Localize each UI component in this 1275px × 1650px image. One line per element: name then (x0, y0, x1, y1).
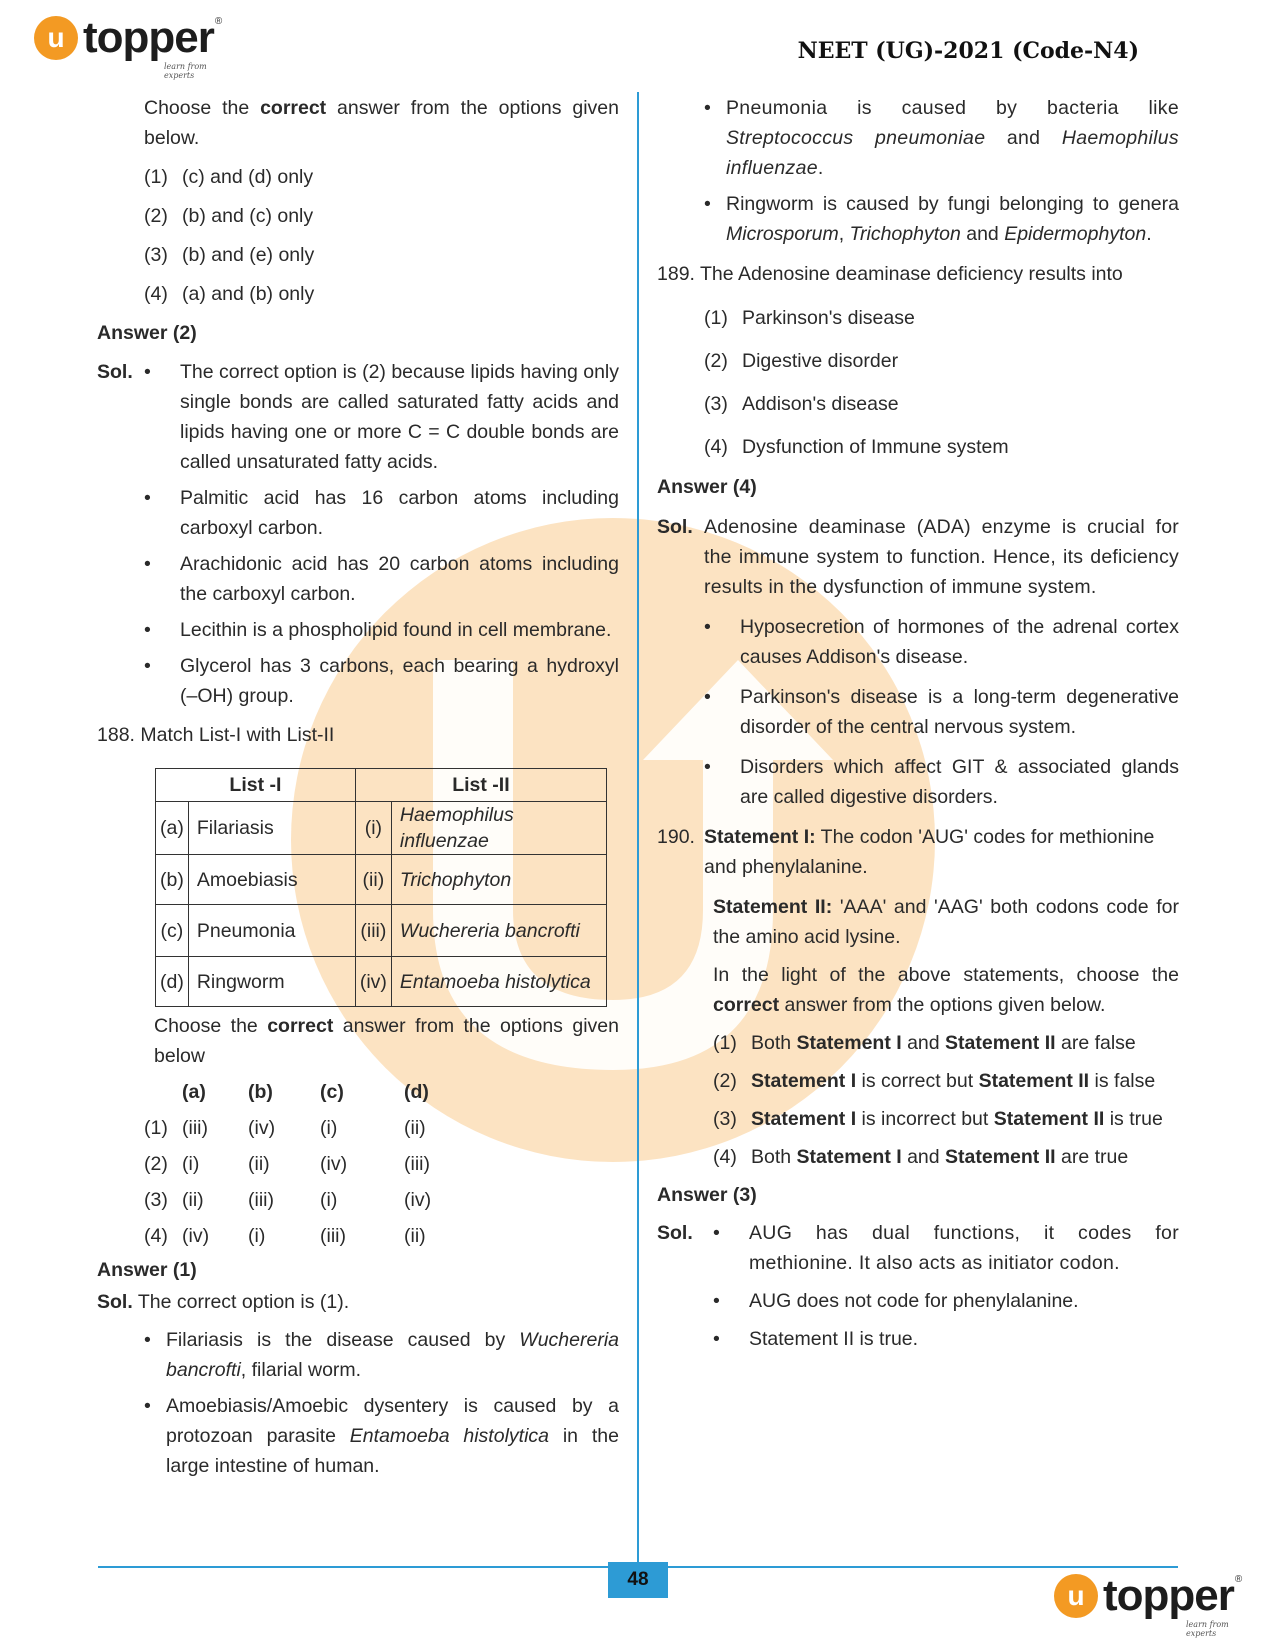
sol-bullet: • Ringworm is caused by fungi belonging to genera Microsporum, Trichophyton and Epidermophyton. (704, 189, 1179, 249)
q187-choose-instruction: Choose the correct answer from the options given below. (144, 97, 619, 149)
list-1-header: List -I (156, 769, 356, 802)
sol-bullet: • Palmitic acid has 16 carbon atoms including carboxyl carbon. (144, 483, 619, 543)
grid-header-b: (b) (248, 1081, 273, 1103)
sol-bullet: • Statement II is true. (713, 1324, 1179, 1354)
match-table: List -I List -II (a) Filariasis (i) Haemophilus influenzae (b) Amoebiasis (ii) Trichophyton (c) Pneumonia (iii) Wuchereria bancrofti (d) Ringworm (iv) Entamoeba histolytica (155, 768, 607, 1007)
option-1: (1) Parkinson's disease (704, 307, 915, 329)
topper-logo-header (34, 13, 223, 80)
sol-bullet: • Filariasis is the disease caused by Wuchereria bancrofti, filarial worm. (144, 1325, 619, 1385)
sol-bullet: • Disorders which affect GIT & associated glands are called digestive disorders. (704, 752, 1179, 812)
grid-header-a: (a) (182, 1081, 206, 1103)
sol-bullet: • AUG does not code for phenylalanine. (713, 1286, 1179, 1316)
list-1-item: Pneumonia (188, 905, 355, 957)
option-4: (4) Both Statement I and Statement II are true (713, 1146, 1129, 1168)
q189-options (657, 303, 1179, 462)
q190-solution: Sol. • AUG has dual functions, it codes for methionine. It also acts as initiator codon. • AUG does not code for phenylalanine. • Statement II is true. (657, 1218, 1179, 1354)
logo-wordmark: topper (1103, 1571, 1234, 1620)
option-3: (3) Statement I is incorrect but Statement II is true (713, 1108, 1163, 1130)
option-4: (4) Dysfunction of Immune system (704, 436, 1009, 458)
q189-stem: 189. The Adenosine deaminase deficiency results into (657, 263, 1123, 285)
sol-bullet: • Lecithin is a phospholipid found in cell membrane. (144, 615, 619, 645)
option-4: (4) (a) and (b) only (144, 283, 315, 305)
option-3: (3) Addison's disease (704, 393, 899, 415)
option-3: (3) (b) and (e) only (144, 244, 315, 266)
q187-solution: Sol. • The correct option is (2) because lipids having only single bonds are called saturated fatty acids and lipids having one or more C = C double bonds are called unsaturated fatty acids. • Palmitic acid has 16 carbon atoms including carboxyl carbon. • Arachidonic acid has 20 carbon atoms including the carboxyl carbon. • Lecithin is a phospholipid found in cell membrane. • Glycerol has 3 carbons, each bearing a hydroxyl (–OH) group. (97, 357, 619, 711)
logo-wordmark: topper (83, 13, 214, 62)
option-2: (2) Statement I is correct but Statement II is false (713, 1070, 1156, 1092)
list-2-item: Entamoeba histolytica (391, 957, 606, 1007)
grid-header-d: (d) (404, 1081, 429, 1103)
grid-header-c: (c) (320, 1081, 344, 1103)
q188-stem: 188. Match List-I with List-II (97, 724, 335, 746)
list-2-item: Wuchereria bancrofti (391, 905, 606, 957)
q190-statement-1: 190. Statement I: The codon 'AUG' codes for methionine and phenylalanine. (657, 826, 1155, 878)
q190-choose-instruction: In the light of the above statements, choose the correct answer from the options given below. (713, 964, 1179, 1016)
q187-options (144, 162, 619, 309)
q190-answer: Answer (3) (657, 1184, 757, 1206)
sol-bullet: • Arachidonic acid has 20 carbon atoms including the carboxyl carbon. (144, 549, 619, 609)
q188-choose-instruction: Choose the correct answer from the options given below (154, 1015, 619, 1067)
list-2-header: List -II (355, 769, 606, 802)
list-2-item: Haemophilus influenzae (391, 802, 606, 855)
sol-bullet: • AUG has dual functions, it codes for methionine. It also acts as initiator codon. (713, 1218, 1179, 1278)
sol-bullet: • Pneumonia is caused by bacteria like Streptococcus pneumoniae and Haemophilus influenzae. (704, 93, 1179, 183)
logo-tagline: learn from experts (164, 62, 207, 80)
q189-solution: Sol. Adenosine deaminase (ADA) enzyme is crucial for the immune system to function. Hence, its deficiency results in the dysfunction of immune system. (657, 516, 1179, 598)
list-1-item: Ringworm (188, 957, 355, 1007)
sol-bullet: • Hyposecretion of hormones of the adrenal cortex causes Addison's disease. (704, 612, 1179, 672)
list-1-item: Filariasis (188, 802, 355, 855)
option-1: (1) (c) and (d) only (144, 166, 314, 188)
topper-u-icon: u (34, 16, 78, 60)
q190-statement-2: Statement II: 'AAA' and 'AAG' both codons code for the amino acid lysine. (713, 896, 1179, 948)
sol-bullet: • Parkinson's disease is a long-term degenerative disorder of the central nervous system. (704, 682, 1179, 742)
q188-solution: Sol. The correct option is (1). (97, 1291, 350, 1313)
option-2: (2) Digestive disorder (704, 350, 899, 372)
logo-tagline: learn from experts (1186, 1620, 1229, 1638)
list-2-item: Trichophyton (391, 855, 606, 905)
q187-answer: Answer (2) (97, 322, 197, 344)
q189-answer: Answer (4) (657, 476, 757, 498)
right-column (657, 93, 1179, 1354)
option-2: (2) (b) and (c) only (144, 205, 314, 227)
exam-title: NEET (UG)-2021 (Code-N4) (797, 38, 1139, 64)
topper-u-icon: u (1054, 1574, 1098, 1618)
topper-logo-footer (1054, 1571, 1243, 1638)
registered-icon: ® (1234, 1574, 1243, 1585)
list-1-item: Amoebiasis (188, 855, 355, 905)
page-number: 48 (608, 1562, 668, 1598)
left-column (97, 93, 619, 1481)
option-1: (1) Both Statement I and Statement II are false (713, 1032, 1136, 1054)
sol-bullet: • The correct option is (2) because lipids having only single bonds are called saturated fatty acids and lipids having one or more C = C double bonds are called unsaturated fatty acids. (144, 357, 619, 477)
column-divider (637, 92, 639, 1562)
q188-answer: Answer (1) (97, 1259, 197, 1281)
sol-bullet: • Glycerol has 3 carbons, each bearing a hydroxyl (–OH) group. (144, 651, 619, 711)
q188-options-grid: (a) (b) (c) (d) (1) (iii) (iv) (i) (ii) (2) (i) (ii) (iv) (iii) (3) (ii) (iii) (i) (iv) (4) (iv) (i) (iii) (ii) (144, 1077, 619, 1251)
registered-icon: ® (214, 16, 223, 27)
sol-bullet: • Amoebiasis/Amoebic dysentery is caused by a protozoan parasite Entamoeba histolytica in the large intestine of human. (144, 1391, 619, 1481)
